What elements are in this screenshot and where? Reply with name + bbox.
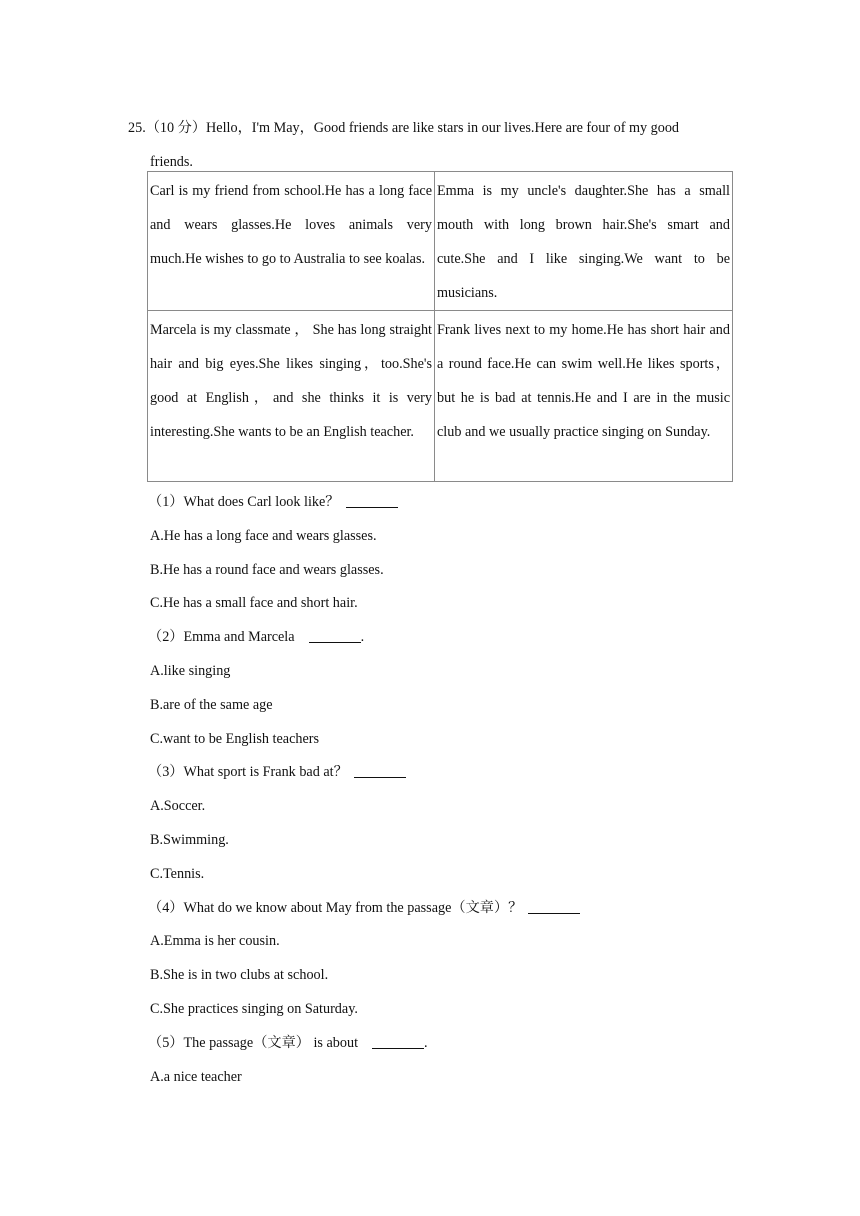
questions-list: [150, 486, 740, 1094]
option-3c: C.Tennis.: [150, 865, 205, 882]
cell-marcela: Marcela is my classmate ， She has long straight hair and big eyes.She likes singing，too.She's good at English，and she thinks it is very interesting.She wants to be an English teacher.: [148, 311, 435, 482]
option-1a: A.He has a long face and wears glasses.: [150, 527, 377, 544]
option-2a: A.like singing: [150, 662, 231, 679]
option-4b: B.She is in two clubs at school.: [150, 967, 329, 984]
option-3a: A.Soccer.: [150, 798, 206, 815]
option-2b: B.are of the same age: [150, 696, 273, 713]
option-4a: A.Emma is her cousin.: [150, 933, 280, 950]
answer-blank: [372, 1032, 424, 1049]
option-3b: B.Swimming.: [150, 831, 229, 848]
answer-blank: [346, 491, 398, 508]
option-1b: B.He has a round face and wears glasses.: [150, 561, 384, 578]
question-4-text: （4）What do we know about May from the passage（文章）？: [148, 899, 523, 916]
question-header: [128, 111, 733, 179]
cell-carl: Carl is my friend from school.He has a long face and wears glasses.He loves animals very much.He wishes to go to Australia to see koalas.: [148, 172, 435, 311]
question-points: （10 分）: [145, 120, 207, 136]
question-2-suffix: .: [360, 629, 365, 646]
question-number: 25.: [128, 120, 146, 136]
answer-blank: [309, 626, 361, 643]
question-intro-line1: Hello，I'm May，Good friends are like stars in our lives.Here are four of my good: [206, 120, 680, 136]
question-4-stem: [148, 892, 740, 926]
table-row: [148, 172, 733, 311]
table-row: [148, 311, 733, 482]
option-2c: C.want to be English teachers: [150, 730, 320, 747]
question-5-text: （5）The passage（文章） is about: [148, 1034, 359, 1051]
question-1-stem: [148, 486, 740, 520]
cell-emma: Emma is my uncle's daughter.She has a small mouth with long brown hair.She's smart and cute.She and I like singing.We want to be musicians.: [435, 172, 733, 311]
question-3-stem: [148, 756, 740, 790]
question-5-stem: [148, 1027, 740, 1061]
option-1c: C.He has a small face and short hair.: [150, 595, 358, 612]
option-4c: C.She practices singing on Saturday.: [150, 1000, 358, 1017]
answer-blank: [528, 897, 580, 914]
question-intro-line2: friends.: [150, 154, 193, 170]
question-1-text: （1）What does Carl look like？: [148, 494, 340, 510]
option-5a: A.a nice teacher: [150, 1068, 242, 1085]
answer-blank: [354, 761, 406, 778]
question-5-suffix: .: [424, 1034, 428, 1051]
question-2-stem: [148, 621, 740, 655]
friends-table: [147, 171, 733, 482]
cell-frank: Frank lives next to my home.He has short hair and a round face.He can swim well.He likes sports，but he is bad at tennis.He and I are in the music club and we usually practice singing on Sunday.: [435, 311, 733, 482]
question-2-text: （2）Emma and Marcela: [148, 629, 295, 646]
question-3-text: （3）What sport is Frank bad at？: [148, 764, 348, 781]
